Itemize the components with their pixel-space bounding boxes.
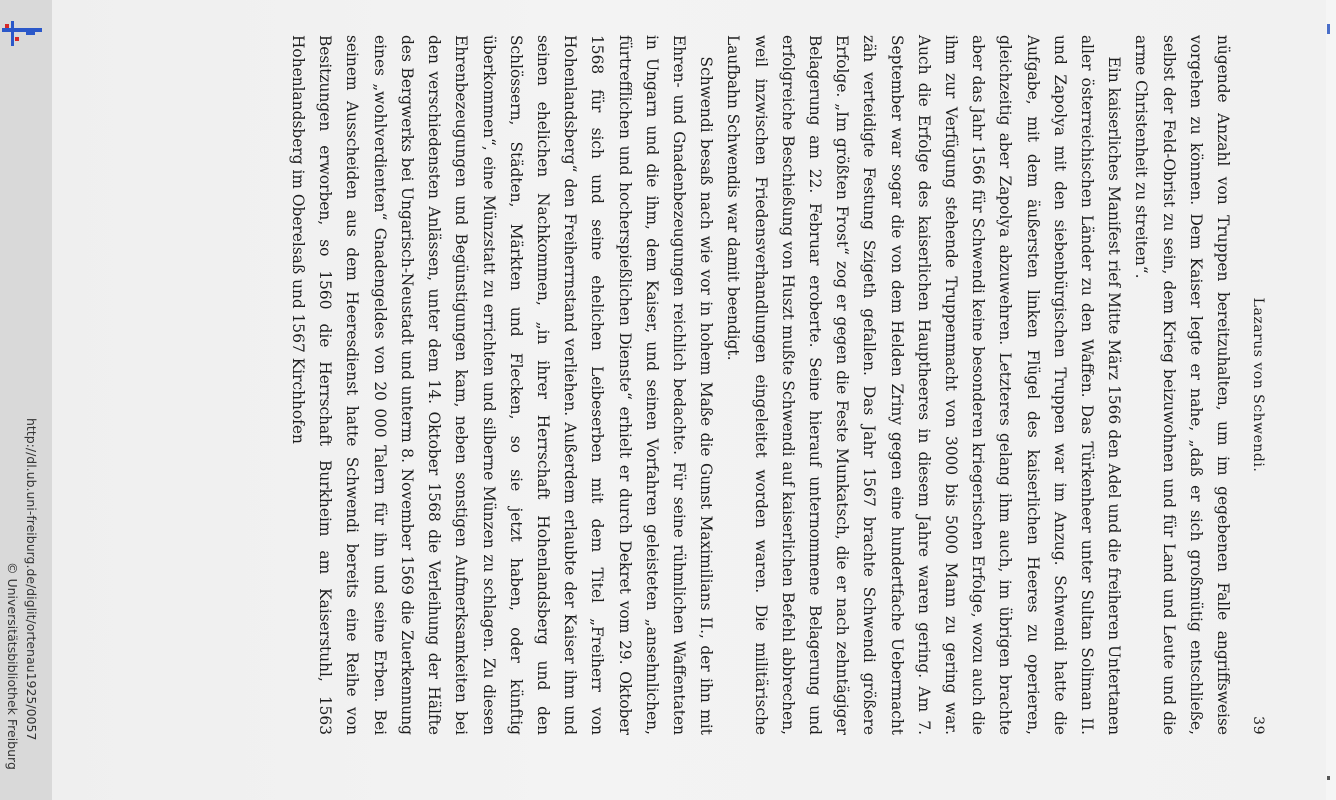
paragraph-1: nügende Anzahl von Truppen bereitzuhalten, um im gegebenen Falle angriffsweise vorgehen zu können. Dem Kaiser legte er nahe, „daß er sich großmütig entschließe, selbst der Feld-Obrist zu sein, dem Krieg beizuwohnen und für Land und Leute und die arme Christenheit zu streiten“. [1132,35,1232,735]
viewer-sidebar [0,0,52,800]
document-url[interactable]: http://dl.ub.uni-freiburg.de/diglit/ortenau1925/0057 [24,418,39,741]
edge-marker-bottom [1327,776,1330,780]
paragraph-3: Schwendi besaß nach wie vor in hohem Maße die Gunst Maximilians II., der ihn mit Ehren- und Gnadenbezeugungen reichlich bedachte. Für seine rühmlichen Waffentaten in Ungarn und die ihm, dem Kaiser, und seinen Vorfahren geleisteten „ansehnlichen, fürtrefflichen und hocherspießlichen Dienste“ erhielt er durch Dekret vom 29. Oktober 1568 für sich und seine ehelichen Leibeserben mit dem Titel „Freiherr von Hohenlandsberg“ den Freiherrnstand verliehen. Außerdem erlaubte der Kaiser ihm und seinen ehelichen Nachkommen, „in ihrer Herrschaft Hohenlandsberg und den Schlössern, Städten, Märkten und Flecken, so sie jetzt haben, oder künftig überkommen“, eine Münzstatt zu errichten und silberne Münzen zu schlagen. Zu diesen Ehrenbezeugungen und Begünstigungen kam, neben sonstigen Aufmerksamkeiten bei den verschiedensten Anlässen, unter dem 14. Oktober 1568 die Verleihung der Hälfte des Bergwerks bei Ungarisch-Neustadt und unterm 8. November 1569 die Zuerkennung eines „wohlverdienten“ Gnadengeldes von 20 000 Talern für ihn und seine Erben. Bei seinem Ausscheiden aus dem Heeresdienst hatte Schwendi bereits eine Reihe von Besitzungen erworben, so 1560 die Herrschaft Burkheim am Kaiserstuhl, 1563 Hohenlandsberg im Oberelsaß und 1567 Kirchhofen [289,35,716,735]
copyright-notice: © Universitätsbibliothek Freiburg [5,562,20,770]
library-logo-icon [2,18,42,48]
page-header [1236,35,1266,735]
page-text-block [284,35,1266,735]
edge-marker-top [1327,24,1330,34]
paragraph-2: Ein kaiserliches Manifest rief Mitte März 1566 den Adel und die freiheren Untertanen aller österreichischen Länder zu den Waffen. Das Türkenheer unter Sultan Soliman II. und Zapolya mit den siebenbürgischen Truppen war im Anzug. Schwendi hatte die Aufgabe, mit dem äußersten linken Flügel des kaiserlichen Heeres zu operieren, gleichzeitig aber Zapolya abzuwehren. Letzteres gelang ihm auch, im übrigen brachte aber das Jahr 1566 für Schwendi keine besonderen kriegerischen Erfolge, wozu auch die ihm zur Verfügung stehende Truppenmacht von 3000 bis 5000 Mann zu gering war. Auch die Erfolge des kaiserlichen Hauptheeres in diesem Jahre waren gering. Am 7. September war sogar die von dem Helden Zriny gegen eine hundertfache Uebermacht zäh verteidigte Festung Szigeth gefallen. Das Jahr 1567 brachte Schwendi größere Erfolge. „Im größten Frost“ zog er gegen die Feste Munkatsch, die er nach zehntägiger Belagerung am 22. Februar eroberte. Seine hierauf unternommene Belagerung und erfolgreiche Beschießung von Huszt mußte Schwendi auf kaiserlichen Befehl abbrechen, weil inzwischen Friedensverhandlungen eingeleitet worden waren. Die militärische Laufbahn Schwendis war damit beendigt. [724,35,1124,735]
running-head: Lazarus von Schwendi. [1250,297,1266,473]
page-edge [1326,0,1336,800]
page-number: 39 [1250,716,1266,735]
